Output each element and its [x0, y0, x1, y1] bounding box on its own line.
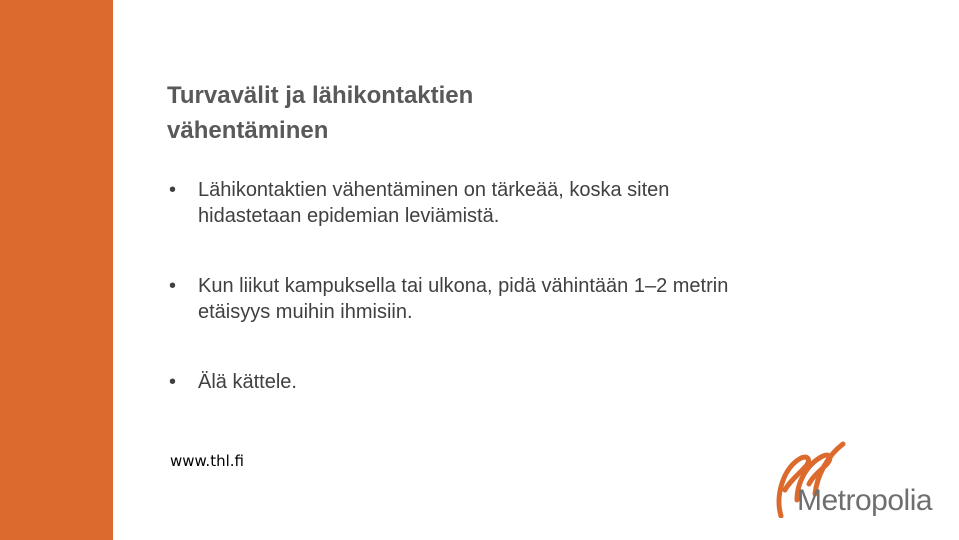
title-line-1: Turvavälit ja lähikontaktien — [167, 82, 474, 109]
bullet-item — [169, 177, 869, 229]
bullet-dot-icon: • — [169, 371, 177, 393]
bullet-item — [169, 273, 869, 325]
source-url: www.thl.fi — [170, 452, 244, 470]
logo-wordmark: Metropolia — [797, 484, 933, 517]
bullet-line: etäisyys muihin ihmisiin. — [198, 301, 413, 323]
orange-side-bar — [0, 0, 113, 540]
bullet-dot-icon: • — [169, 179, 177, 201]
bullet-list — [169, 177, 869, 395]
bullet-item — [169, 369, 869, 395]
bullet-line: Kun liikut kampuksella tai ulkona, pidä vähintään 1–2 metrin — [198, 275, 729, 297]
title-line-2: vähentäminen — [167, 117, 329, 144]
metropolia-logo — [775, 438, 940, 526]
bullet-line: Älä kättele. — [198, 371, 297, 393]
bullet-line: Lähikontaktien vähentäminen on tärkeää, koska siten — [198, 179, 670, 201]
slide-title — [167, 78, 587, 148]
bullet-dot-icon: • — [169, 275, 177, 297]
bullet-line: hidastetaan epidemian leviämistä. — [198, 205, 500, 227]
